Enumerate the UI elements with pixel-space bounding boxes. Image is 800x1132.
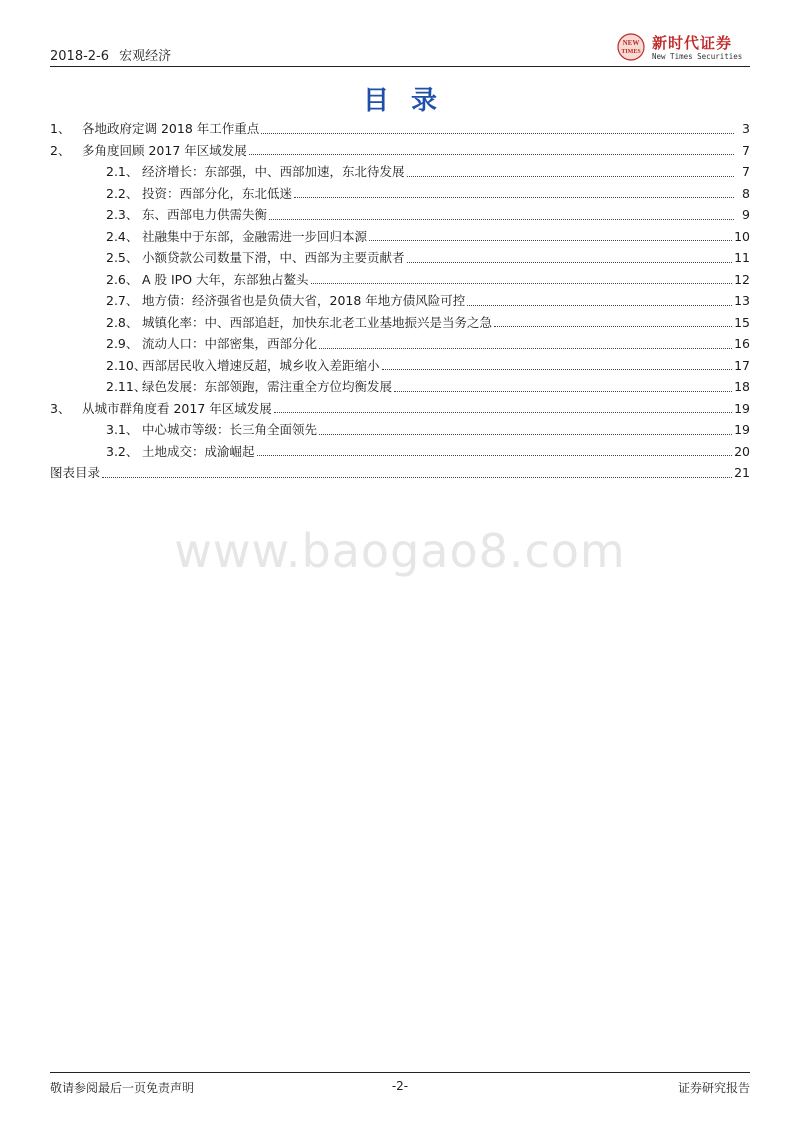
toc-leader-dots: [382, 368, 733, 370]
toc-entry-number: 2.8、: [106, 314, 139, 330]
toc-entry-number: 2.3、: [106, 207, 139, 222]
toc-leader-dots: [311, 282, 733, 284]
toc-entry-number: 2.1、: [106, 164, 139, 179]
page-footer: [50, 1072, 750, 1095]
toc-entry-number: 2.11、: [106, 379, 147, 394]
toc-leader-dots: [319, 433, 732, 435]
page-header: [50, 28, 750, 67]
toc-leader-dots: [494, 325, 732, 327]
toc-entry-page: 18: [734, 379, 750, 394]
toc-entry-title: 图表目录: [50, 465, 101, 480]
toc-entry[interactable]: [50, 161, 750, 183]
toc-entry[interactable]: [50, 333, 750, 355]
toc-entry[interactable]: [50, 312, 750, 334]
toc-entry-page: 20: [734, 443, 750, 459]
toc-entry-title: 投资：西部分化，东北低迷: [142, 185, 293, 201]
toc-entry-number: 2.10、: [106, 357, 147, 373]
toc-entry-title: 流动人口：中部密集，西部分化: [142, 336, 318, 351]
company-name-en: New Times Securities: [652, 52, 743, 61]
toc-leader-dots: [407, 175, 734, 177]
toc-leader-dots: [394, 390, 732, 392]
toc-entry-title: 东、西部电力供需失衡: [142, 207, 268, 222]
toc-entry-number: 1、: [50, 121, 71, 136]
toc-entry[interactable]: [50, 118, 750, 140]
company-name-cn: 新时代证券: [652, 34, 733, 52]
toc-entry-number: 3、: [50, 400, 71, 416]
header-meta: [50, 45, 171, 64]
toc-entry-title: A 股 IPO 大年，东部独占鳌头: [142, 271, 309, 287]
toc-entry-title: 城镇化率：中、西部追赶，加快东北老工业基地振兴是当务之急: [142, 314, 493, 330]
svg-text:NEW: NEW: [622, 39, 640, 47]
toc-entry-number: 2.7、: [106, 293, 139, 308]
toc-leader-dots: [257, 454, 733, 456]
toc-leader-dots: [249, 153, 734, 155]
company-logo: [610, 28, 750, 64]
toc-entry-page: 19: [734, 400, 750, 416]
toc-entry[interactable]: [50, 419, 750, 441]
toc-entry-number: 3.1、: [106, 422, 139, 437]
report-category: 宏观经济: [119, 49, 172, 64]
toc-entry-title: 小额贷款公司数量下滑，中、西部为主要贡献者: [142, 250, 405, 265]
disclaimer-note: 敬请参阅最后一页免责声明: [50, 1081, 195, 1095]
toc-entry-title: 从城市群角度看 2017 年区域发展: [82, 400, 272, 416]
toc-entry-number: 2.9、: [106, 336, 139, 351]
toc-entry-title: 绿色发展：东部领跑，需注重全方位均衡发展: [142, 379, 393, 394]
toc-entry[interactable]: [50, 462, 750, 484]
toc-entry-page: 15: [734, 314, 750, 330]
toc-entry[interactable]: [50, 290, 750, 312]
toc-leader-dots: [407, 261, 733, 263]
toc-entry-title: 各地政府定调 2018 年工作重点: [82, 121, 260, 136]
toc-entry-title: 地方债：经济强省也是负债大省，2018 年地方债风险可控: [142, 293, 466, 308]
toc-entry-page: 12: [734, 271, 750, 287]
toc-entry-page: 19: [734, 422, 750, 437]
toc-entry-title: 土地成交：成渝崛起: [142, 443, 255, 459]
toc-entry[interactable]: [50, 441, 750, 463]
report-date: 2018-2-6: [50, 49, 110, 64]
toc-leader-dots: [269, 218, 734, 220]
toc-leader-dots: [261, 132, 734, 134]
toc-leader-dots: [274, 411, 732, 413]
table-of-contents: [50, 118, 750, 484]
toc-entry[interactable]: [50, 355, 750, 377]
toc-entry-title: 社融集中于东部，金融需进一步回归本源: [142, 228, 368, 244]
toc-entry[interactable]: [50, 140, 750, 162]
toc-entry[interactable]: [50, 269, 750, 291]
toc-entry-number: 2.2、: [106, 185, 139, 201]
toc-entry-page: 9: [742, 207, 750, 222]
toc-entry-number: 2.6、: [106, 271, 139, 287]
toc-leader-dots: [467, 304, 732, 306]
toc-entry-title: 中心城市等级：长三角全面领先: [142, 422, 318, 437]
toc-entry-page: 7: [742, 164, 750, 179]
toc-leader-dots: [294, 196, 734, 198]
toc-leader-dots: [102, 476, 732, 478]
toc-leader-dots: [369, 239, 732, 241]
watermark: www.baogao8.com: [174, 524, 626, 578]
toc-entry-title: 多角度回顾 2017 年区域发展: [82, 142, 247, 158]
toc-leader-dots: [319, 347, 732, 349]
toc-entry[interactable]: [50, 183, 750, 205]
toc-entry-title: 西部居民收入增速反超，城乡收入差距缩小: [142, 357, 380, 373]
toc-entry[interactable]: [50, 376, 750, 398]
toc-entry-title: 经济增长：东部强，中、西部加速，东北待发展: [142, 164, 405, 179]
page-number: -2-: [391, 1079, 409, 1093]
toc-entry-page: 7: [742, 142, 750, 158]
toc-entry[interactable]: [50, 247, 750, 269]
toc-entry[interactable]: [50, 398, 750, 420]
toc-entry-page: 17: [734, 357, 750, 373]
toc-entry-number: 2.4、: [106, 228, 139, 244]
toc-entry-page: 10: [734, 228, 750, 244]
toc-entry-page: 3: [742, 121, 750, 136]
svg-text:TIMES: TIMES: [621, 49, 641, 55]
page-title: 目录: [362, 86, 459, 116]
toc-entry[interactable]: [50, 226, 750, 248]
toc-entry-number: 2、: [50, 142, 71, 158]
report-type: 证券研究报告: [677, 1081, 750, 1095]
toc-entry-page: 21: [734, 465, 750, 480]
toc-entry-page: 11: [734, 250, 750, 265]
new-times-logo-icon: [616, 32, 646, 62]
toc-entry-page: 13: [734, 293, 750, 308]
toc-entry-page: 16: [734, 336, 750, 351]
toc-entry[interactable]: [50, 204, 750, 226]
toc-entry-page: 8: [742, 185, 750, 201]
toc-entry-number: 2.5、: [106, 250, 139, 265]
toc-entry-number: 3.2、: [106, 443, 139, 459]
